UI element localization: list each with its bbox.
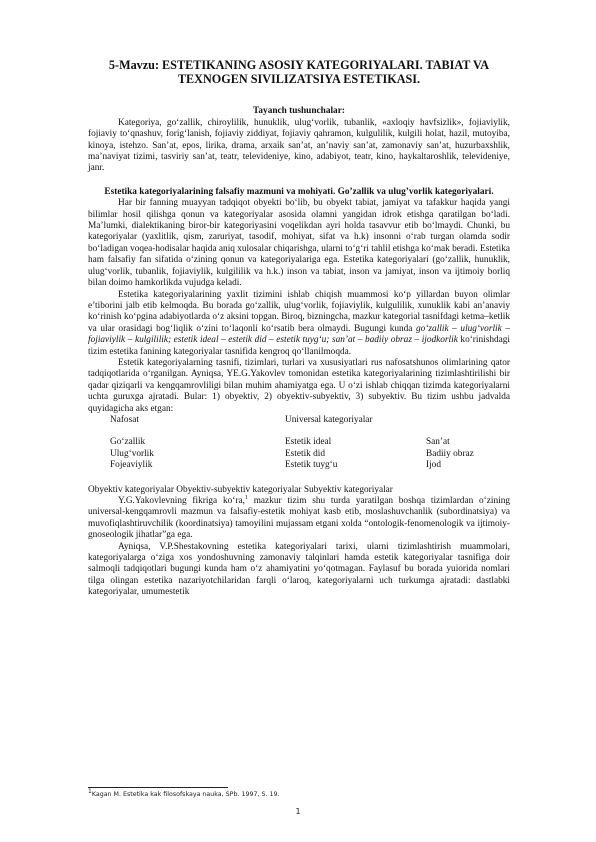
paragraph-1: Har bir fanning muayyan tadqiqot obyekti bo‘lib, bu obyekt tabiat, jamiyat va tafakkur haqida yangi bilimlar hosil qilishga qonun va kategoriyalar asosida olamni yangidan idrok etishga qaratilgan bo‘ladi. Ma’lumki, dialektikaning biror-bir kategoriyasini voqelikdan ayri holda tasavvur etib bo‘lmaydi. Chunki, bu kategoriyalar (yaxlitlik, qism, zaruriyat, tasodif, mohiyat, sifat va h.k) insonni o‘rab turgan olamda sodir bo‘ladigan voqea-hodisalar haqida aniq xulosalar chiqarishga, ularni to‘g‘ri tahlil etishga ko‘mak beradi. Estetika ham falsafiy fan sifatida o‘zining qonun va kategoriyalariga ega. Estetika kategoriyalari (go‘zallik, hunuklik, ulug‘vorlik, tubanlik, fojiaviylik, kulgililik va h.k.) inson va tabiat, inson va jamiyat, inson va ijtimoiy borliq bilan doimo hamkorlikda vujudga keladi. bbox=[88, 198, 510, 289]
table-cell: Estetik did bbox=[285, 448, 326, 459]
table-cell: Ijod bbox=[426, 460, 441, 471]
table-spacer bbox=[426, 426, 531, 437]
table-cell: Fojeaviylik bbox=[110, 460, 153, 471]
paragraph-2-italic: go‘zallik – ulug‘vorlik – fojiaviylik – kulgililik; estetik ideal – estetik did – estetik tuyg‘u; san’at – badiiy obraz – ijodkorlik bbox=[88, 323, 510, 346]
table-spacer bbox=[110, 426, 285, 437]
paragraph-4 bbox=[88, 496, 510, 542]
paragraph-2-text-a: Estetika kategoriyalarining yaxlit tizimini ishlab chiqish muammosi ko‘p yillardan buyon olimlar e’tiborini jalb etib kelmoqda. Bu borada go‘zallik, ulug‘vorlik, fojiaviylik, kulgulilik, xunuklik kabi an’anaviy ko‘rinish ko‘pgina adabiyotlarda o‘z aksini topgan. Biroq, bizningcha, mazkur kategorial tasnifdagi ketma–ketlik va ular orasidagi bog‘liqlik o‘zini to‘laqonli ko‘rsatib bera olmaydi. Bugungi kunda bbox=[88, 289, 510, 334]
key-concepts-paragraph: Kategoriya, go‘zallik, chiroylilik, hunuklik, ulug‘vorlik, tubanlik, «axloqiy havfsizlik», fojiaviylik, fojiaviy to‘qnashuv, forig‘lanish, fojiaviy ziddiyat, fojiaviy qahramon, kulgulilik, kulgili holat, hazil, mutoyiba, kinoya, istehzo. San’at, epos, lirika, drama, arxaik san’at, an’naviy san’at, zamonaviy san’at, huzurbaxshlik, ma’naviyat tizimi, tasviriy san’at, teatr, televideniye, kino, adabiyot, teatr, kino, haykaltaroshlik, televideniye, janr. bbox=[88, 117, 510, 174]
table-cell: Estetik tuyg‘u bbox=[285, 460, 338, 471]
footnote-text: Kagan M. Estetika kak filosofskaya nauka, SPb. 1997, S. 19. bbox=[91, 791, 280, 798]
page-number: 1 bbox=[295, 807, 301, 816]
table-cell: San’at bbox=[426, 437, 450, 448]
table-cell: Ulug‘vorlik bbox=[110, 448, 154, 459]
paragraph-5: Ayniqsa, V.P.Shestakovning estetika kategoriyalari tarixi, ularni tizimlashtirish muammolari, kategoriyalarga o‘ziga xos yondoshuvning zamonaviy talqinlari hamda estetik kategoriyalar tasnifiga doir salmoqli tadqiqotlari bugungi kunda ham o‘z ahamiyatini yo‘qotmagan. Faylasuf bu borada yuiorida nomlari tilga olingan estetika nazariyotchilaridan farqli o‘laroq, kategoriyalarni uch turkumga ajratadi: dastlabki kategoriyalar, umumestetik bbox=[88, 541, 510, 598]
table-header-1: Nafosat bbox=[110, 414, 139, 425]
table-footer: Obyektiv kategoriyalar Obyektiv-subyektiv kategoriyalar Subyektiv kategoriyalar bbox=[88, 484, 393, 495]
table-cell: Go‘zallik bbox=[110, 437, 146, 448]
paragraph-3: Estetik kategoriyalarning tasnifi, tizimlari, turlari va xususiyatlari rus nafosatshunos olimlarining qator tadqiqotlarida o‘rganilgan. Ayniqsa, YE.G.Yakovlev tomonidan estetika kategoriyalarining tizimlashtirilishi bir qadar qiziqarli va kengqamrovliligi bilan muhim ahamiyatga ega. U o‘zi ishlab chiqqan tizimda kategoriyalarni uchta guruxga ajratadi. Bular: 1) obyektiv, 2) obyektiv-subyektiv, 3) subyektiv. Bu tizim ushbu jadvalda quyidagicha aks etgan: bbox=[88, 357, 510, 414]
page-title: 5-Mavzu: ESTETIKANING ASOSIY KATEGORIYALARI. TABIAT VA TEXNOGEN SIVILIZATSIYA ESTETIKASI. bbox=[108, 58, 490, 87]
paragraph-2-text-b: ko‘rinishdagi tizim estetika fanining kategoriyalar tasnifida kengroq qo‘llanilmoqda. bbox=[88, 335, 510, 357]
table-header-2: Universal kategoriyalar bbox=[285, 414, 373, 425]
section-heading: Estetika kategoriyalarining falsafiy mazmuni va mohiyati. Go’zallik va ulug’vorlik kategoriyalari. bbox=[104, 186, 494, 197]
footnote-reference[interactable]: 1 bbox=[244, 494, 248, 501]
footnote-mark: 1 bbox=[88, 787, 92, 795]
paragraph-4-text-a: Y.G.Yakovlevning fikriga ko‘ra, bbox=[118, 496, 245, 506]
footnote-divider bbox=[88, 787, 228, 788]
footnote bbox=[88, 787, 280, 798]
table-spacer bbox=[285, 426, 426, 437]
table-cell: Estetik ideal bbox=[285, 437, 332, 448]
paragraph-4-text-b: mazkur tizim shu turda yaratilgan boshqa tizimlardan o‘zining universal-kengqamrovli mazmun va falsafiy-estetik mohiyat kasb etib, moslashuvchanlik (subordinatsiya) va muvofiqlashtiruvchilik (koordinatsiya) tamoyilini mujassam etgani xolda “ontologik-fenomenologik va ijtimoiy-gnoseologik jihatlar”ga ega. bbox=[88, 496, 510, 541]
paragraph-2 bbox=[88, 290, 510, 358]
key-concepts-heading: Tayanch tushunchalar: bbox=[253, 106, 345, 117]
categories-table bbox=[88, 415, 510, 472]
table-cell: Badiiy obraz bbox=[426, 448, 474, 459]
page-content bbox=[88, 58, 510, 599]
